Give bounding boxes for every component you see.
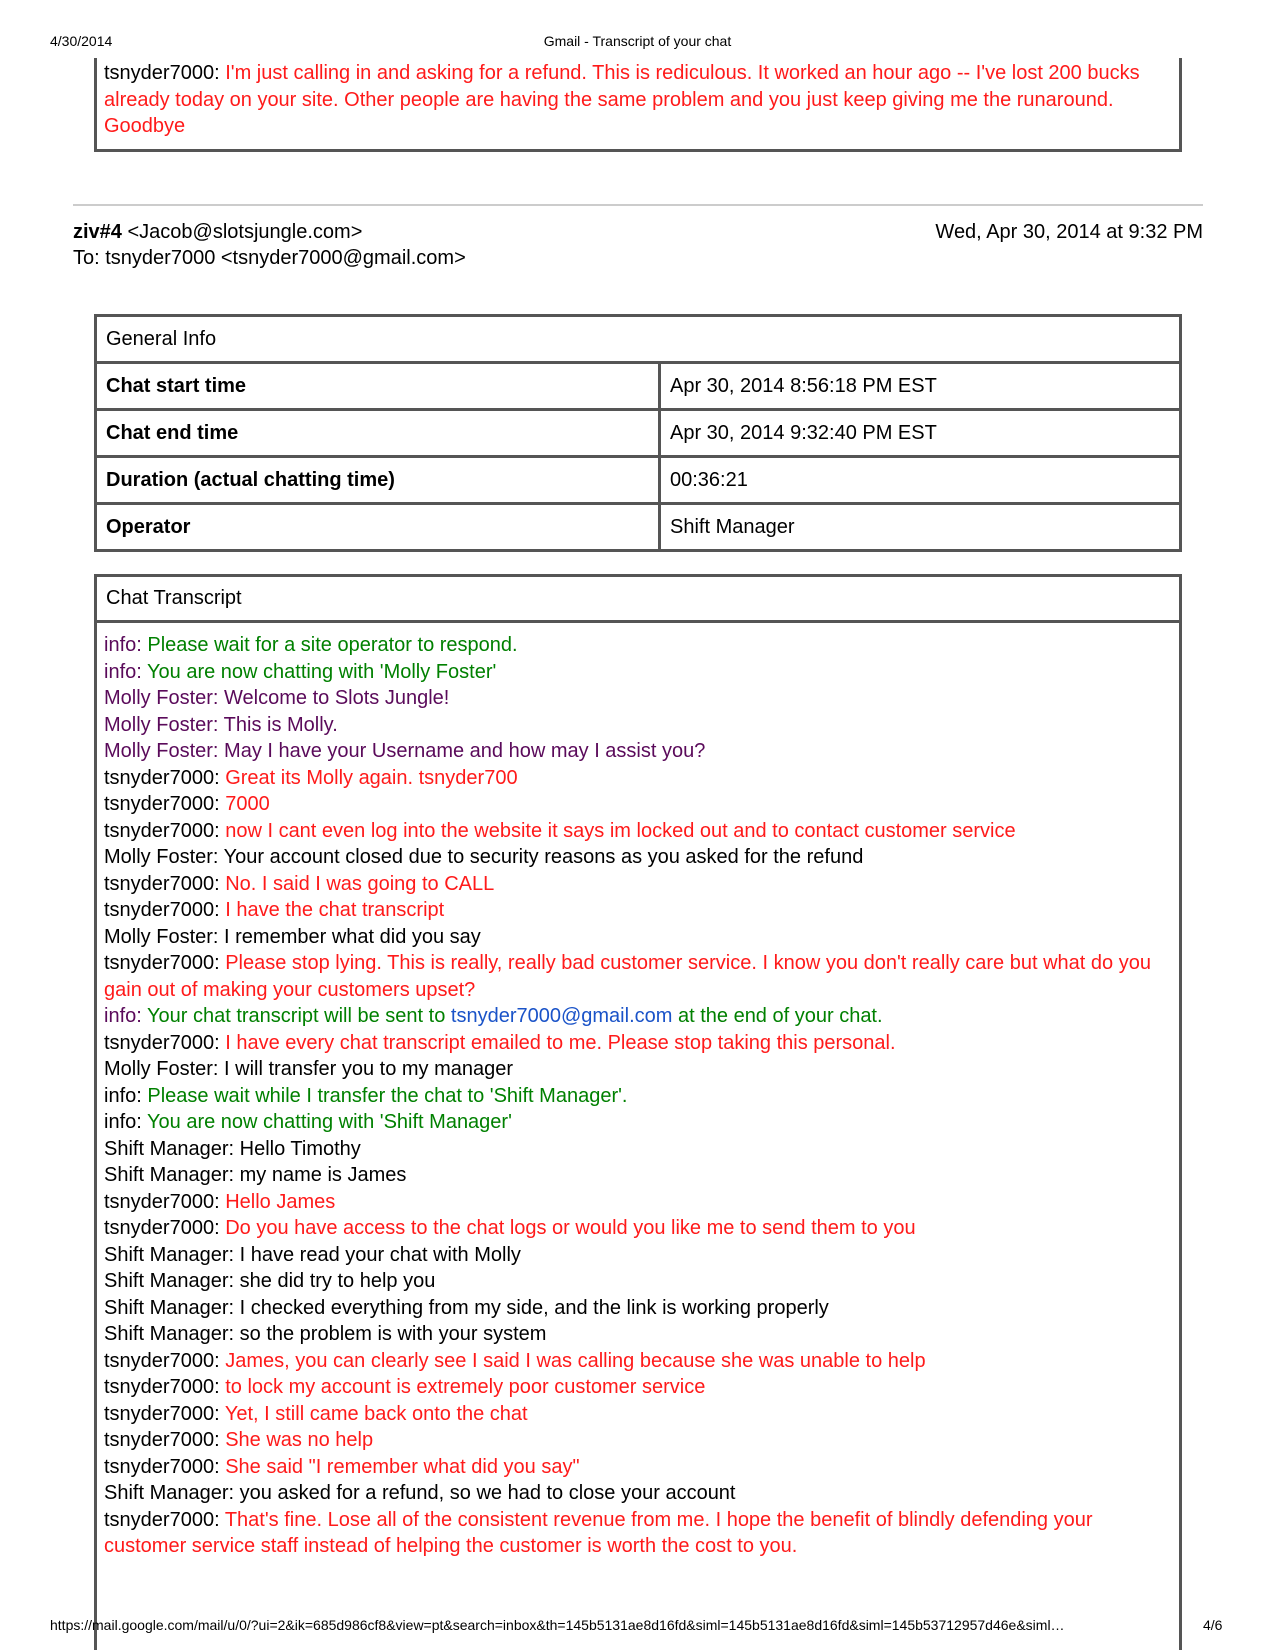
info-value: Shift Manager [660,504,1181,551]
chat-text: May I have your Username and how may I assist you? [224,740,706,762]
chat-line [104,1295,1179,1322]
chat-text: now I cant even log into the website it says im locked out and to contact customer service [225,819,1016,842]
chat-line [104,738,1179,765]
chat-text: I have every chat transcript emailed to me. Please stop taking this personal. [225,1031,896,1054]
chat-text: Do you have access to the chat logs or would you like me to send them to you [225,1217,916,1239]
chat-speaker: tsnyder7000: [104,1402,220,1425]
print-footer [0,1617,1275,1637]
chat-speaker: Molly Foster: [104,925,219,948]
message-separator [73,204,1203,206]
chat-speaker: tsnyder7000: [104,1031,220,1054]
chat-speaker: info: [104,1084,142,1107]
chat-text: This is Molly. [223,713,338,736]
general-info-row [96,363,1181,410]
chat-text: No. I said I was going to CALL [225,872,495,895]
chat-speaker: Molly Foster: [104,740,219,762]
chat-line [104,1374,1179,1401]
chat-line [104,791,1179,818]
previous-message [104,60,1174,140]
chat-line [104,1003,1179,1030]
chat-line [104,1321,1179,1348]
chat-speaker: info: [104,660,142,683]
chat-line [104,818,1179,845]
chat-text: Hello Timothy [239,1137,361,1160]
chat-line [104,1401,1179,1428]
email-date: Wed, Apr 30, 2014 at 9:32 PM [935,221,1203,243]
chat-text: Great its Molly again. tsnyder700 [225,766,518,789]
chat-speaker: Molly Foster: [104,687,219,709]
chat-speaker: info: [104,1005,142,1027]
chat-line [104,685,1179,712]
chat-text: 7000 [225,793,270,815]
chat-speaker: Shift Manager: [104,1296,235,1319]
chat-line [104,765,1179,792]
general-info-heading: General Info [96,316,1181,363]
info-value: Apr 30, 2014 9:32:40 PM EST [660,410,1181,457]
message-text: I'm just calling in and asking for a refund. This is rediculous. It worked an hour ago -- I've lost 200 bucks already today on your site. Other people are having the same problem and you just keep giving me the runaround. Goodbye [104,62,1140,137]
chat-line [104,897,1179,924]
chat-line [104,1268,1179,1295]
chat-text: Please stop lying. This is really, really bad customer service. I know you don't really care but what do you gain out of making your customers upset? [104,952,1151,1001]
page-number: 4/6 [1203,1617,1223,1633]
chat-line [104,1136,1179,1163]
chat-text: Please wait while I transfer the chat to 'Shift Manager'. [147,1084,628,1107]
chat-text: I remember what did you say [224,925,481,948]
info-label: Chat start time [96,363,660,410]
chat-text: Your account closed due to security reasons as you asked for the refund [223,846,864,868]
chat-speaker: info: [104,634,142,656]
chat-speaker: Shift Manager: [104,1164,235,1186]
chat-line [104,871,1179,898]
chat-text: She was no help [225,1429,374,1451]
chat-line [104,1454,1179,1481]
chat-text: I will transfer you to my manager [224,1058,514,1080]
chat-text: so the problem is with your system [239,1323,547,1345]
general-info-row [96,504,1181,551]
chat-text: I checked everything from my side, and the link is working properly [239,1296,829,1319]
chat-line [104,1030,1179,1057]
chat-speaker: Molly Foster: [104,713,219,736]
chat-text: to lock my account is extremely poor customer service [225,1376,706,1398]
footer-url: https://mail.google.com/mail/u/0/?ui=2&ik=685d986cf8&view=pt&search=inbox&th=145b5131ae8d16fd&siml=145b5131ae8d16fd&siml=145b53712957d46e&siml… [50,1617,1065,1633]
chat-speaker: tsnyder7000: [104,899,220,921]
chat-speaker: tsnyder7000: [104,793,220,815]
chat-text: she did try to help you [239,1270,436,1292]
chat-text: my name is James [239,1164,407,1186]
chat-speaker: Shift Manager: [104,1323,235,1345]
chat-line [104,1215,1179,1242]
chat-speaker: Shift Manager: [104,1270,235,1292]
general-info-header-row [96,316,1181,363]
chat-text: I have the chat transcript [225,899,445,921]
chat-speaker: tsnyder7000: [104,872,220,895]
email-to: To: tsnyder7000 <tsnyder7000@gmail.com> [73,247,466,269]
general-info-row [96,410,1181,457]
chat-text: I have read your chat with Molly [239,1243,521,1266]
chat-text: Yet, I still came back onto the chat [224,1402,528,1425]
chat-line [104,1242,1179,1269]
chat-line [104,1480,1179,1507]
chat-speaker: Molly Foster: [104,1058,219,1080]
chat-line [104,1427,1179,1454]
chat-speaker: tsnyder7000: [104,1455,220,1478]
chat-speaker: tsnyder7000: [104,1190,220,1213]
chat-text: You are now chatting with 'Molly Foster' [147,660,497,683]
chat-text: Hello James [225,1190,336,1213]
chat-speaker: tsnyder7000: [104,952,220,974]
email-link[interactable]: tsnyder7000@gmail.com [450,1005,673,1027]
info-value: 00:36:21 [660,457,1181,504]
chat-text: You are now chatting with 'Shift Manager' [147,1111,512,1133]
info-value: Apr 30, 2014 8:56:18 PM EST [660,363,1181,410]
chat-speaker: tsnyder7000: [104,1429,220,1451]
chat-speaker: tsnyder7000: [104,1217,220,1239]
chat-speaker: info: [104,1111,142,1133]
chat-speaker: Shift Manager: [104,1243,235,1266]
print-title: Gmail - Transcript of your chat [543,33,732,49]
print-date: 4/30/2014 [50,33,113,49]
chat-speaker: tsnyder7000: [104,1508,220,1531]
chat-text: That's fine. Lose all of the consistent revenue from me. I hope the benefit of blindly defending your customer service staff instead of helping the customer is worth the cost to you. [104,1508,1093,1557]
chat-line [104,950,1179,1003]
chat-line [104,924,1179,951]
sender-address[interactable]: <Jacob@slotsjungle.com> [127,221,363,243]
info-label: Duration (actual chatting time) [96,457,660,504]
chat-text: Please wait for a site operator to respond. [147,634,518,656]
chat-speaker: Shift Manager: [104,1137,235,1160]
chat-line [104,1109,1179,1136]
chat-speaker: tsnyder7000: [104,819,220,842]
chat-line [104,844,1179,871]
chat-line [104,1162,1179,1189]
chat-text: Your chat transcript will be sent to [147,1005,446,1027]
info-label: Operator [96,504,660,551]
email-from [73,219,362,245]
sender-name: ziv#4 [73,221,122,243]
chat-line [104,1083,1179,1110]
chat-line [104,1056,1179,1083]
general-info-table [94,314,1182,552]
chat-line [104,659,1179,686]
chat-speaker: Molly Foster: [104,846,219,868]
chat-transcript-heading: Chat Transcript [94,574,1182,623]
chat-speaker: tsnyder7000: [104,1349,220,1372]
chat-line [104,712,1179,739]
chat-text: Welcome to Slots Jungle! [224,687,450,709]
chat-transcript-body [104,632,1179,1560]
general-info-row [96,457,1181,504]
chat-speaker: tsnyder7000: [104,1376,220,1398]
chat-text: at the end of your chat. [677,1005,883,1027]
chat-line [104,1189,1179,1216]
print-header [0,33,1275,53]
chat-text: James, you can clearly see I said I was calling because she was unable to help [225,1349,926,1372]
message-speaker: tsnyder7000: [104,62,220,84]
chat-speaker: Shift Manager: [104,1482,235,1504]
chat-text: you asked for a refund, so we had to close your account [239,1482,736,1504]
chat-speaker: tsnyder7000: [104,766,220,789]
chat-line [104,632,1179,659]
chat-text: She said "I remember what did you say" [225,1455,580,1478]
chat-line [104,1507,1179,1560]
info-label: Chat end time [96,410,660,457]
chat-line [104,1348,1179,1375]
